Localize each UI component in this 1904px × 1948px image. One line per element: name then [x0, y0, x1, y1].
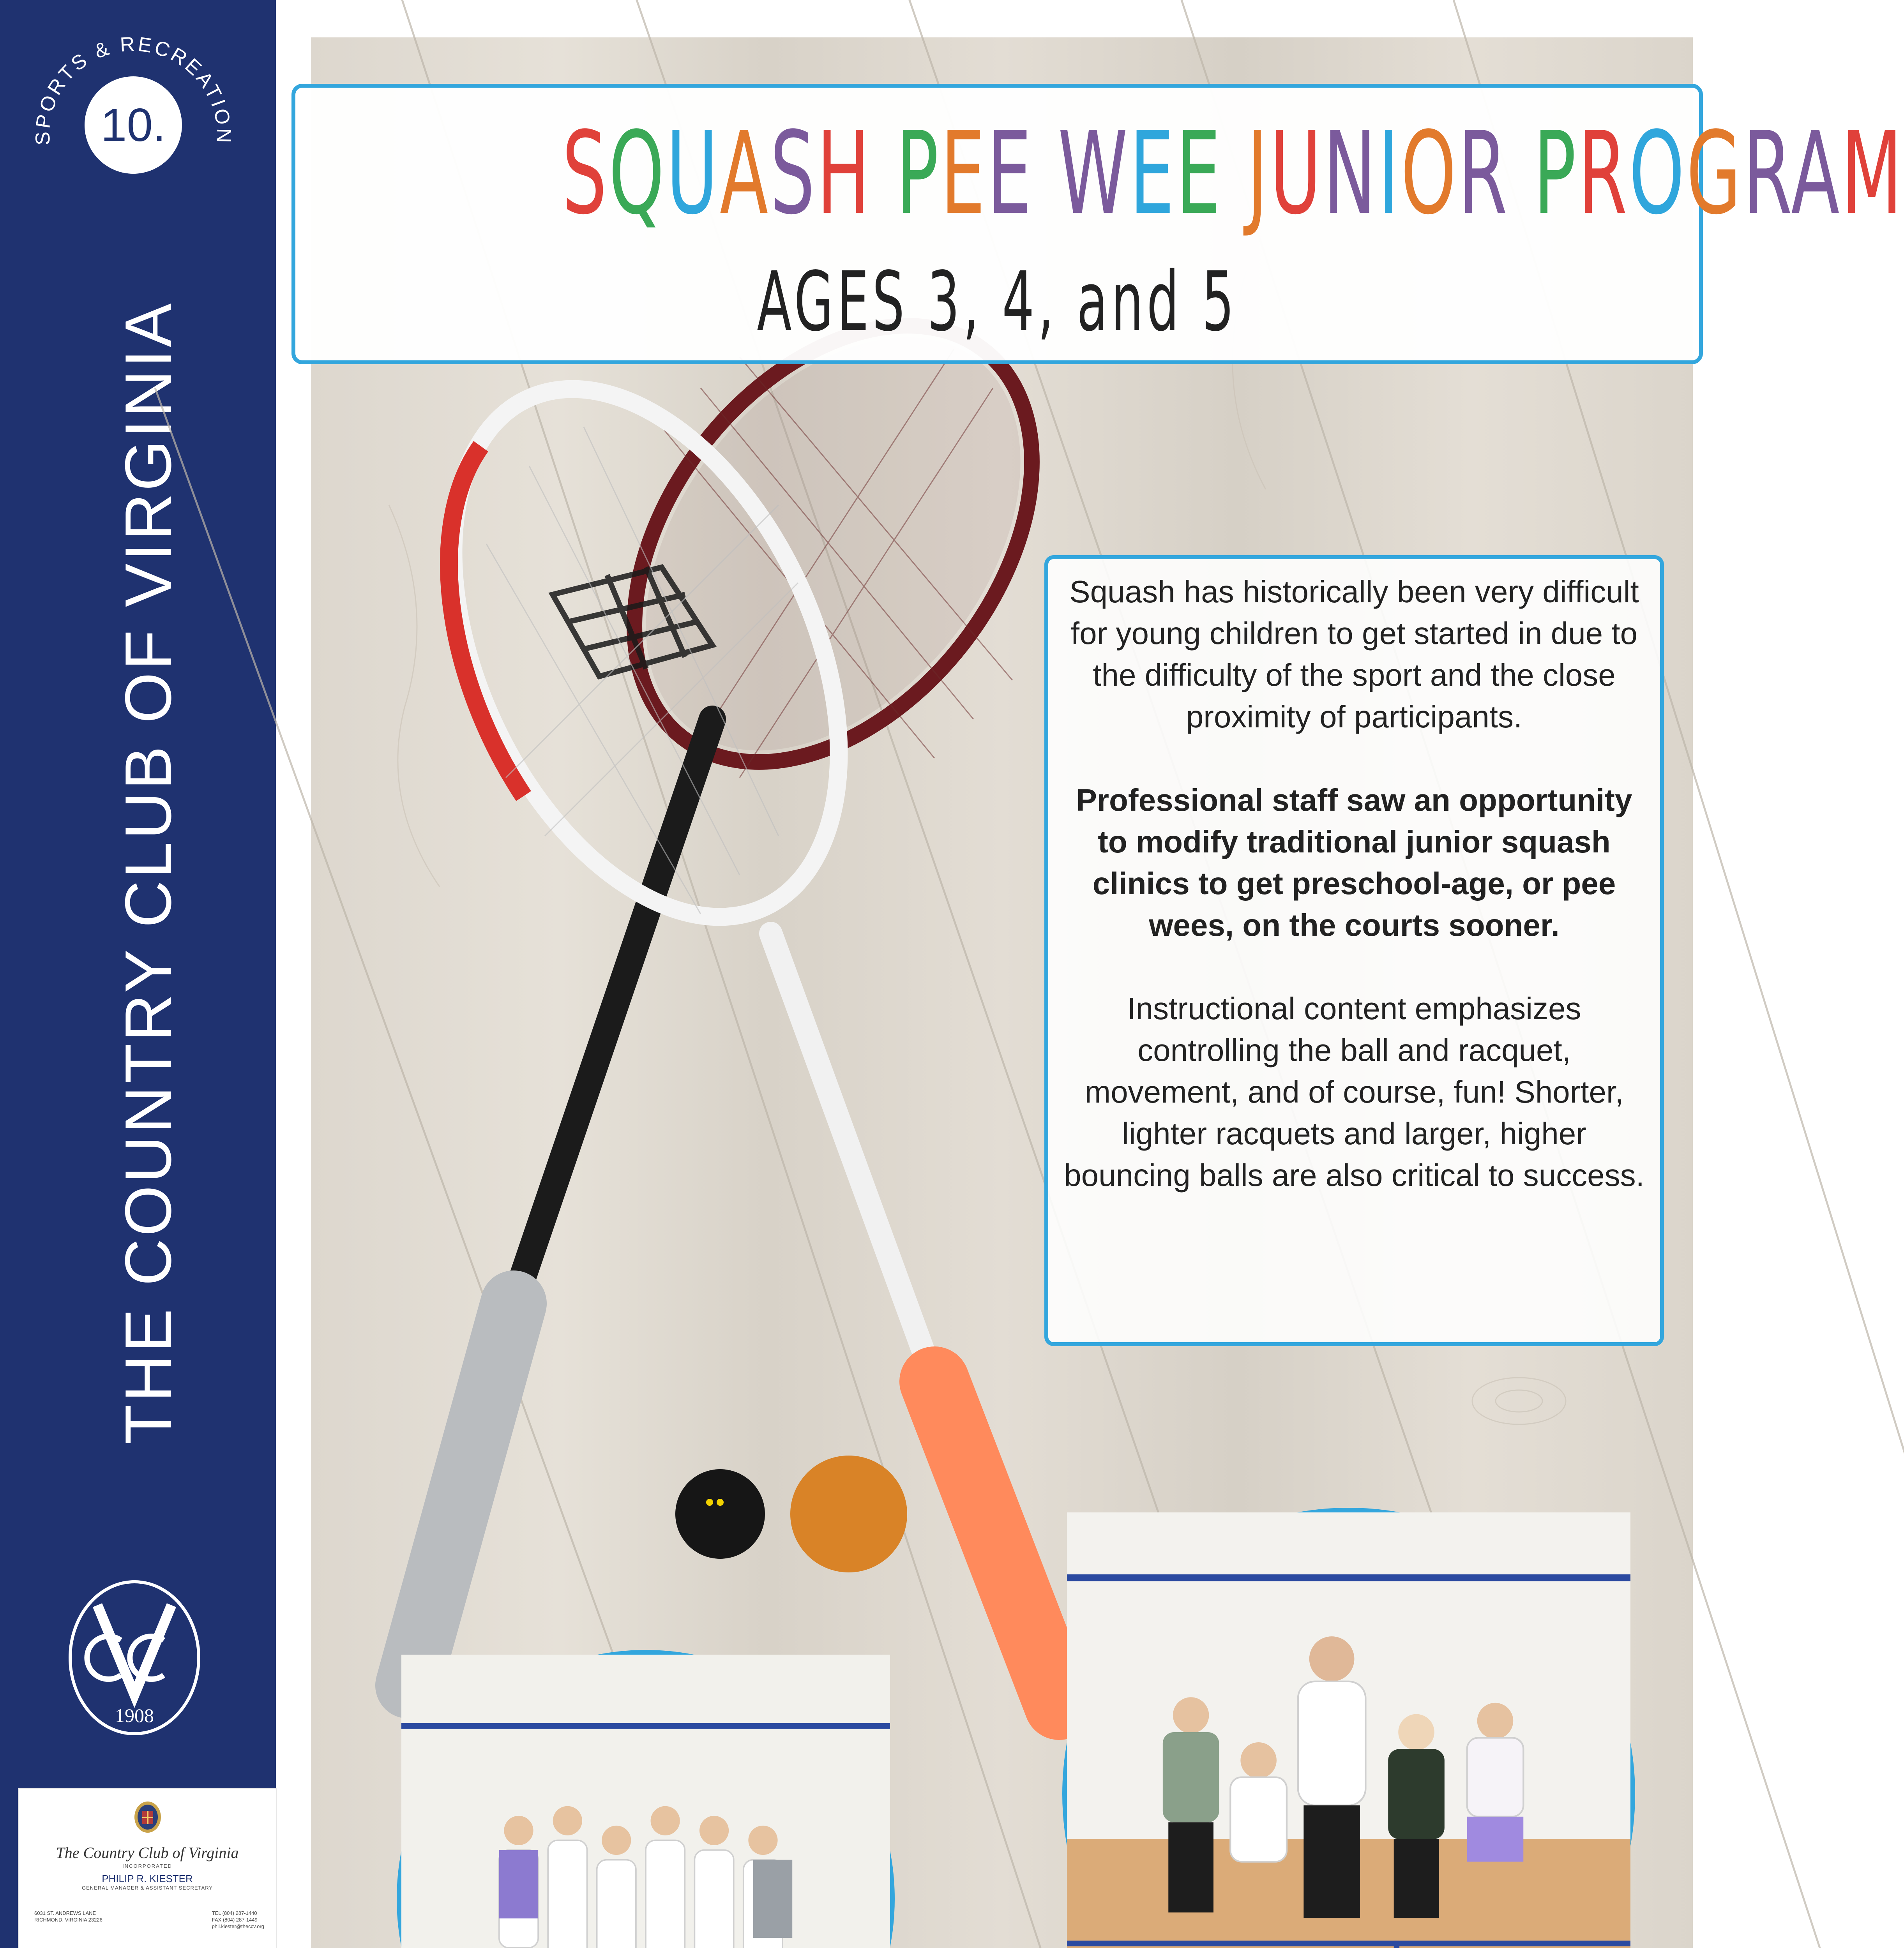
description-box: [1044, 555, 1664, 1346]
orange-squash-ball: [790, 1456, 907, 1572]
card-contact: [212, 1910, 264, 1930]
crest-icon: [134, 1801, 162, 1834]
paragraph-highlight: Professional staff saw an opportunity to modify traditional junior squash clinics to get preschool-age, or pee wees, on the courts sooner.: [1076, 783, 1632, 942]
contact-email: phil.kiester@theccv.org: [212, 1923, 264, 1929]
address-line: RICHMOND, VIRGINIA 23226: [34, 1917, 102, 1923]
title-word: JUNIOR: [1247, 107, 1509, 240]
card-club-name: The Country Club of Virginia: [56, 1844, 239, 1862]
title-word: PROGRAM: [1533, 107, 1904, 240]
group-photo-children: [397, 1650, 895, 1948]
page-number: 10.: [101, 99, 166, 151]
black-racquet: [408, 250, 1113, 1685]
title-word: SQUASH: [562, 107, 872, 240]
seal-year: 1908: [115, 1704, 154, 1726]
business-card-kiester: [18, 1788, 277, 1948]
contact-line: TEL (804) 287-1440: [212, 1910, 257, 1916]
section-arc-text: SPORTS & RECREATION: [31, 33, 235, 146]
title-word: WEE: [1058, 107, 1223, 240]
card-person-name: PHILIP R. KIESTER: [102, 1873, 193, 1884]
paragraph-instruction: Instructional content emphasizes controlling the ball and racquet, movement, and of course, fun! Shorter, lighter racquets and larger, higher bouncing balls are also critical to success.: [1064, 991, 1644, 1193]
contact-line: FAX (804) 287-1449: [212, 1917, 258, 1923]
page-title: [562, 107, 1904, 240]
title-word: PEE: [896, 107, 1034, 240]
club-seal-logo: [66, 1578, 203, 1738]
page-number-badge: [85, 76, 182, 174]
black-squash-ball: [675, 1469, 765, 1559]
address-line: 6031 ST. ANDREWS LANE: [34, 1910, 96, 1916]
card-address: [34, 1910, 102, 1923]
page-subtitle: AGES 3, 4, and 5: [757, 254, 1238, 349]
card-person-role: GENERAL MANAGER & ASSISTANT SECRETARY: [81, 1885, 213, 1891]
sidebar: [0, 0, 276, 1948]
title-box: [291, 84, 1904, 364]
coach-with-children-photo: [1062, 1508, 1635, 1948]
card-incorporated: INCORPORATED: [122, 1863, 172, 1869]
paragraph-intro: Squash has historically been very difficult for young children to get started in due to the difficulty of the sport and the close proximity of participants.: [1069, 574, 1639, 734]
club-name-vertical: THE COUNTRY CLUB OF VIRGINIA: [111, 301, 185, 1445]
